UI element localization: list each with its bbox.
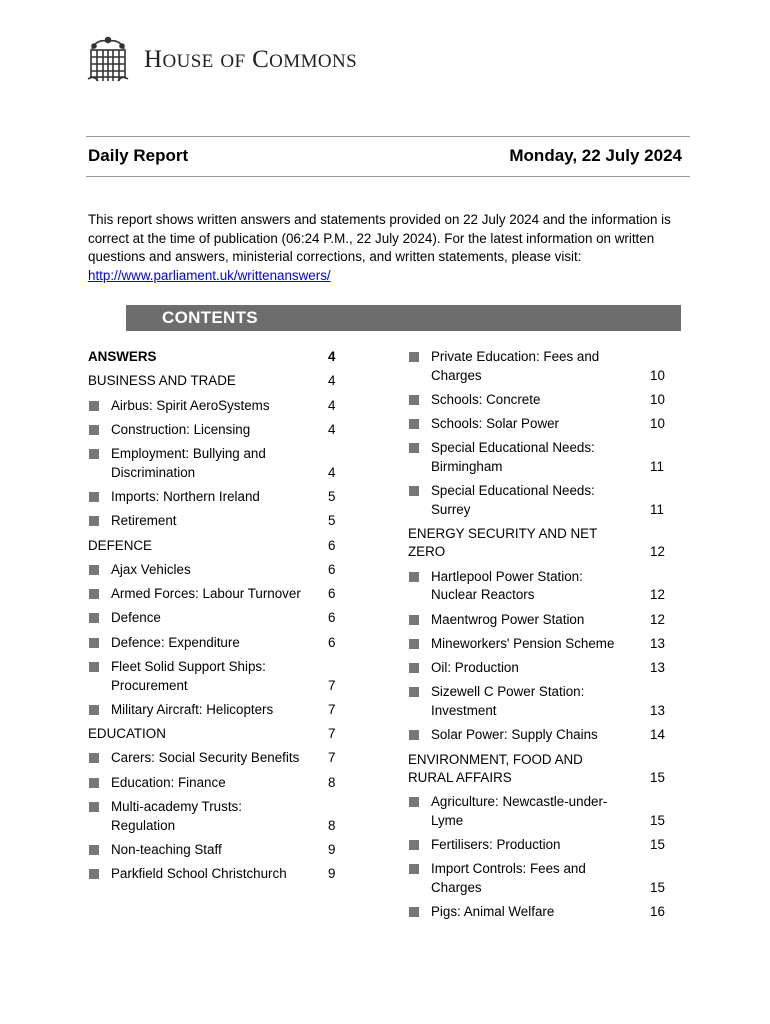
contents-entry[interactable]	[408, 415, 668, 434]
contents-entry-page: 15	[650, 879, 665, 895]
contents-entry-title: EDUCATION	[88, 726, 166, 742]
square-bullet-icon	[409, 615, 419, 625]
contents-entry-title: Employment: Bullying and Discrimination	[111, 446, 266, 480]
contents-entry[interactable]	[408, 439, 668, 476]
contents-column-left	[88, 348, 348, 889]
contents-entry-page: 6	[328, 537, 336, 553]
contents-entry-title: Sizewell C Power Station: Investment	[431, 684, 585, 718]
intro-text: This report shows written answers and statements provided on 22 July 2024 and the information is correct at the time of publication (06:24 P.M., 22 July 2024). For the latest information on written questions and answers, ministerial corrections, and written statements, please visit:	[88, 212, 671, 264]
contents-entry-title: Schools: Solar Power	[431, 416, 560, 432]
contents-entry[interactable]	[408, 726, 668, 745]
contents-entry-page: 12	[650, 611, 665, 627]
contents-entry-page: 4	[328, 421, 336, 437]
report-title: Daily Report	[88, 146, 189, 165]
contents-entry-page: 13	[650, 660, 665, 676]
contents-entry[interactable]	[408, 635, 668, 654]
contents-entry-title: ANSWERS	[88, 349, 157, 364]
contents-section[interactable]	[408, 751, 668, 788]
contents-entry-title: Armed Forces: Labour Turnover	[111, 586, 301, 602]
contents-entry[interactable]	[88, 421, 348, 440]
square-bullet-icon	[89, 802, 99, 812]
contents-entry-page: 4	[328, 397, 336, 413]
contents-entry-page: 16	[650, 904, 665, 920]
contents-entry[interactable]	[88, 774, 348, 793]
contents-entry-page: 15	[650, 770, 665, 786]
square-bullet-icon	[89, 845, 99, 855]
contents-entry-page: 4	[328, 464, 336, 480]
contents-entry[interactable]	[88, 585, 348, 604]
square-bullet-icon	[89, 869, 99, 879]
contents-section[interactable]	[88, 348, 348, 367]
contents-entry-title: Fertilisers: Production	[431, 837, 561, 853]
contents-entry-page: 13	[650, 635, 665, 651]
report-date: Monday, 22 July 2024	[509, 146, 682, 165]
contents-section[interactable]	[408, 525, 668, 562]
contents-entry[interactable]	[408, 659, 668, 678]
contents-entry-title: Import Controls: Fees and Charges	[431, 861, 586, 895]
contents-entry[interactable]	[88, 658, 348, 695]
contents-entry[interactable]	[88, 841, 348, 860]
contents-entry-title: Mineworkers' Pension Scheme	[431, 635, 615, 651]
contents-entry-title: Multi-academy Trusts: Regulation	[111, 799, 242, 833]
contents-entry[interactable]	[408, 391, 668, 410]
contents-column-right	[408, 348, 668, 928]
contents-section[interactable]	[88, 372, 348, 391]
square-bullet-icon	[409, 572, 419, 582]
contents-entry-title: Military Aircraft: Helicopters	[111, 701, 274, 717]
contents-entry-title: Agriculture: Newcastle-under-Lyme	[431, 794, 608, 828]
contents-entry-page: 8	[328, 774, 336, 790]
contents-entry[interactable]	[408, 348, 668, 385]
contents-entry-title: Defence	[111, 610, 161, 626]
contents-entry-title: Education: Finance	[111, 774, 226, 790]
square-bullet-icon	[409, 864, 419, 874]
square-bullet-icon	[409, 687, 419, 697]
contents-entry-page: 15	[650, 812, 665, 828]
portcullis-icon	[86, 35, 130, 85]
contents-entry-title: Airbus: Spirit AeroSystems	[111, 397, 270, 413]
contents-entry-title: DEFENCE	[88, 537, 152, 553]
contents-entry-title: Hartlepool Power Station: Nuclear Reactors	[431, 568, 583, 603]
contents-entry-page: 11	[650, 458, 664, 474]
contents-entry-title: ENVIRONMENT, FOOD AND RURAL AFFAIRS	[408, 751, 583, 786]
contents-entry-page: 15	[650, 837, 665, 853]
contents-entry[interactable]	[88, 865, 348, 884]
contents-entry[interactable]	[408, 683, 668, 720]
contents-entry-page: 12	[650, 587, 665, 603]
square-bullet-icon	[89, 753, 99, 763]
contents-entry-title: Solar Power: Supply Chains	[431, 727, 598, 743]
square-bullet-icon	[89, 705, 99, 715]
contents-entry-page: 7	[328, 726, 336, 742]
contents-entry[interactable]	[408, 611, 668, 630]
square-bullet-icon	[409, 907, 419, 917]
contents-entry-title: BUSINESS AND TRADE	[88, 373, 236, 389]
contents-entry[interactable]	[88, 634, 348, 653]
square-bullet-icon	[89, 492, 99, 502]
contents-entry[interactable]	[88, 749, 348, 768]
contents-entry-page: 7	[328, 750, 336, 766]
square-bullet-icon	[409, 797, 419, 807]
contents-entry-page: 9	[328, 866, 336, 882]
square-bullet-icon	[409, 443, 419, 453]
contents-entry-title: ENERGY SECURITY AND NET ZERO	[408, 525, 598, 560]
written-answers-link[interactable]: http://www.parliament.uk/writtenanswers/	[88, 267, 331, 283]
contents-entry[interactable]	[408, 568, 668, 605]
square-bullet-icon	[409, 486, 419, 496]
contents-entry[interactable]	[408, 482, 668, 519]
contents-entry-title: Fleet Solid Support Ships: Procurement	[111, 659, 266, 693]
contents-entry[interactable]	[408, 793, 668, 830]
contents-entry-page: 6	[328, 610, 336, 626]
contents-entry[interactable]	[88, 397, 348, 416]
contents-section[interactable]	[88, 537, 348, 556]
contents-entry[interactable]	[88, 561, 348, 580]
contents-entry-title: Private Education: Fees and Charges	[431, 349, 600, 383]
square-bullet-icon	[89, 662, 99, 672]
contents-entry-title: Special Educational Needs: Surrey	[431, 483, 595, 517]
square-bullet-icon	[89, 401, 99, 411]
square-bullet-icon	[89, 778, 99, 788]
contents-entry-page: 5	[328, 488, 336, 504]
contents-entry-title: Construction: Licensing	[111, 421, 251, 437]
contents-entry-title: Maentwrog Power Station	[431, 611, 585, 627]
square-bullet-icon	[89, 613, 99, 623]
contents-heading: CONTENTS	[162, 308, 258, 327]
contents-entry-page: 4	[328, 373, 336, 389]
intro-paragraph	[88, 211, 684, 285]
contents-entry[interactable]	[88, 609, 348, 628]
contents-entry-title: Special Educational Needs: Birmingham	[431, 440, 595, 474]
contents-entry-title: Non-teaching Staff	[111, 841, 222, 857]
contents-entry[interactable]	[408, 903, 668, 922]
square-bullet-icon	[89, 425, 99, 435]
logo-wordmark: HOUSE OF COMMONS	[144, 46, 358, 73]
contents-entry-page: 10	[650, 416, 665, 432]
contents-banner	[126, 305, 681, 331]
contents-entry[interactable]	[88, 445, 348, 482]
contents-entry[interactable]	[408, 860, 668, 897]
contents-entry-page: 10	[650, 391, 665, 407]
square-bullet-icon	[409, 840, 419, 850]
square-bullet-icon	[89, 589, 99, 599]
contents-entry-page: 11	[650, 501, 664, 517]
contents-entry[interactable]	[408, 836, 668, 855]
contents-entry-page: 5	[328, 513, 336, 529]
square-bullet-icon	[89, 638, 99, 648]
contents-entry-title: Imports: Northern Ireland	[111, 488, 260, 504]
contents-entry-page: 9	[328, 841, 336, 857]
contents-entry-page: 6	[328, 586, 336, 602]
title-rule-top	[86, 136, 690, 137]
house-of-commons-logo	[86, 34, 357, 86]
contents-entry-page: 14	[650, 727, 665, 743]
contents-entry[interactable]	[88, 488, 348, 507]
contents-entry-title: Retirement	[111, 513, 177, 529]
contents-entry-title: Oil: Production	[431, 660, 519, 676]
square-bullet-icon	[89, 516, 99, 526]
contents-entry-page: 6	[328, 634, 336, 650]
title-rule-bottom	[86, 176, 690, 177]
contents-entry-page: 7	[328, 701, 336, 717]
contents-entry-title: Defence: Expenditure	[111, 634, 240, 650]
square-bullet-icon	[409, 395, 419, 405]
contents-entry-page: 13	[650, 702, 665, 718]
contents-entry-title: Carers: Social Security Benefits	[111, 750, 300, 766]
square-bullet-icon	[409, 419, 419, 429]
contents-entry-title: Ajax Vehicles	[111, 561, 191, 577]
contents-entry-page: 6	[328, 561, 336, 577]
contents-entry-page: 12	[650, 544, 665, 560]
contents-entry-page: 10	[650, 367, 665, 383]
contents-entry-page: 4	[328, 349, 336, 364]
contents-entry[interactable]	[88, 798, 348, 835]
contents-section[interactable]	[88, 725, 348, 744]
square-bullet-icon	[89, 449, 99, 459]
square-bullet-icon	[409, 352, 419, 362]
square-bullet-icon	[89, 565, 99, 575]
contents-entry-title: Schools: Concrete	[431, 391, 541, 407]
contents-entry[interactable]	[88, 512, 348, 531]
contents-entry-page: 8	[328, 817, 336, 833]
contents-entry-title: Pigs: Animal Welfare	[431, 904, 555, 920]
contents-entry[interactable]	[88, 701, 348, 720]
contents-entry-title: Parkfield School Christchurch	[111, 866, 287, 882]
square-bullet-icon	[409, 730, 419, 740]
contents-entry-page: 7	[328, 677, 336, 693]
square-bullet-icon	[409, 639, 419, 649]
square-bullet-icon	[409, 663, 419, 673]
